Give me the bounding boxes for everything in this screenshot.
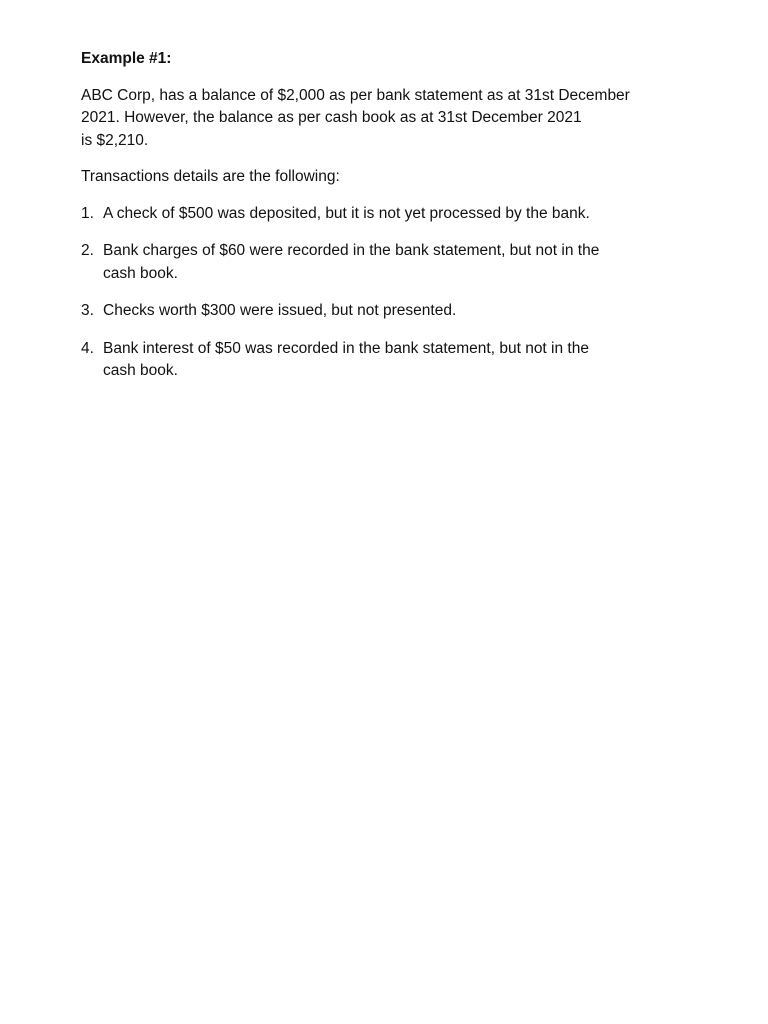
list-item — [81, 338, 681, 383]
list-item-text: cash book. — [103, 264, 178, 282]
list-item-number: 3. — [81, 302, 94, 319]
example-heading: Example #1: — [81, 50, 172, 67]
list-item-number: 2. — [81, 242, 94, 259]
list-item-number: 1. — [81, 204, 94, 222]
intro-line: ABC Corp, has a balance of $2,000 as per bank statement as at 31st December — [81, 86, 630, 104]
list-item-text: Bank charges of $60 were recorded in the bank statement, but not in the — [103, 242, 600, 259]
list-item — [81, 300, 681, 323]
intro-paragraph — [81, 85, 681, 153]
transactions-intro: Transactions details are the following: — [81, 168, 340, 185]
list-item-text: Bank interest of $50 was recorded in the bank statement, but not in the — [103, 339, 589, 357]
list-item-text: Checks worth $300 were issued, but not presented. — [103, 302, 457, 319]
list-item-text: cash book. — [103, 362, 178, 379]
list-item — [81, 203, 681, 226]
document-content — [81, 48, 681, 398]
transactions-list — [81, 203, 681, 383]
intro-line: 2021. However, the balance as per cash book as at 31st December 2021 — [81, 109, 582, 126]
list-item-number: 4. — [81, 339, 94, 357]
list-item-text: A check of $500 was deposited, but it is not yet processed by the bank. — [103, 204, 590, 222]
intro-line: is $2,210. — [81, 131, 149, 149]
list-item — [81, 240, 681, 285]
